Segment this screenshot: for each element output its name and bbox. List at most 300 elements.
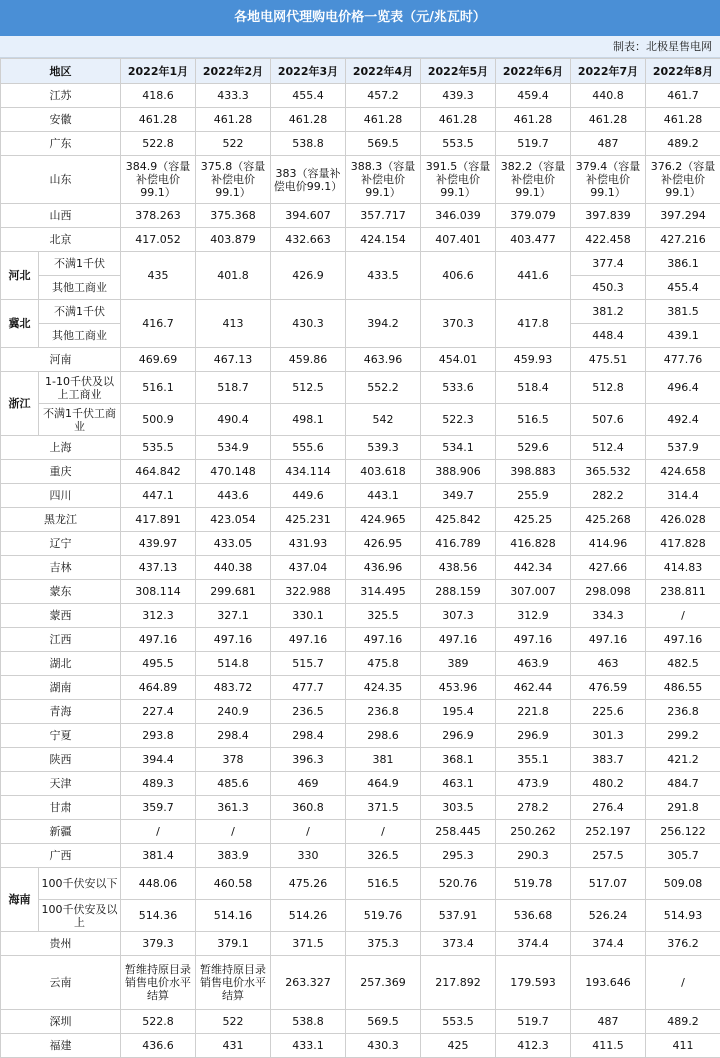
price-cell: 509.08: [646, 868, 720, 900]
price-cell: 519.7: [496, 132, 571, 156]
table-row: [1, 556, 720, 580]
price-cell: 301.3: [571, 724, 646, 748]
price-cell: 553.5: [421, 1010, 496, 1034]
price-cell: 295.3: [421, 844, 496, 868]
subregion-label: 不满1千伏工商业: [39, 404, 121, 436]
price-cell: 442.34: [496, 556, 571, 580]
price-cell: 381.5: [646, 300, 720, 324]
price-cell: 375.368: [196, 204, 271, 228]
table-row: [1, 932, 720, 956]
region-label: 新疆: [1, 820, 121, 844]
price-cell: 312.3: [121, 604, 196, 628]
price-cell: 379.079: [496, 204, 571, 228]
price-cell: 461.28: [271, 108, 346, 132]
price-cell: 227.4: [121, 700, 196, 724]
price-cell: 374.4: [571, 932, 646, 956]
price-cell: 暂维持原目录销售电价水平结算: [121, 956, 196, 1010]
price-cell: 519.78: [496, 868, 571, 900]
price-cell: 368.1: [421, 748, 496, 772]
price-cell: 361.3: [196, 796, 271, 820]
header-region: 地区: [1, 59, 121, 84]
region-label: 四川: [1, 484, 121, 508]
table-row: [1, 508, 720, 532]
price-cell: 397.839: [571, 204, 646, 228]
price-cell: 291.8: [646, 796, 720, 820]
price-cell: 453.96: [421, 676, 496, 700]
price-cell: 459.86: [271, 348, 346, 372]
price-cell: 514.26: [271, 900, 346, 932]
price-cell: 412.3: [496, 1034, 571, 1058]
region-group-label: 海南: [1, 868, 39, 932]
table-row: [1, 652, 720, 676]
price-cell: /: [271, 820, 346, 844]
region-label: 江苏: [1, 84, 121, 108]
price-cell: 389: [421, 652, 496, 676]
price-cell: 454.01: [421, 348, 496, 372]
price-cell: 288.159: [421, 580, 496, 604]
price-cell: 485.6: [196, 772, 271, 796]
table-row: [1, 348, 720, 372]
region-group-label: 河北: [1, 252, 39, 300]
price-cell: 467.13: [196, 348, 271, 372]
price-cell: 299.681: [196, 580, 271, 604]
price-cell: /: [646, 956, 720, 1010]
price-cell: 487: [571, 1010, 646, 1034]
region-label: 山东: [1, 156, 121, 204]
price-cell: 383.9: [196, 844, 271, 868]
price-cell: 535.5: [121, 436, 196, 460]
price-cell: 486.55: [646, 676, 720, 700]
price-cell: 461.28: [346, 108, 421, 132]
price-cell: 414.96: [571, 532, 646, 556]
price-cell: 431.93: [271, 532, 346, 556]
region-label: 广西: [1, 844, 121, 868]
price-cell: 423.054: [196, 508, 271, 532]
table-row: [1, 820, 720, 844]
price-cell: 497.16: [571, 628, 646, 652]
price-cell: 377.4: [571, 252, 646, 276]
table-row: [1, 404, 720, 436]
table-row: [1, 580, 720, 604]
price-cell: 516.5: [496, 404, 571, 436]
region-group-label: 浙江: [1, 372, 39, 436]
price-cell: 437.04: [271, 556, 346, 580]
price-cell: 518.7: [196, 372, 271, 404]
region-label: 江西: [1, 628, 121, 652]
price-cell: 487: [571, 132, 646, 156]
price-cell: 424.154: [346, 228, 421, 252]
price-cell: 512.8: [571, 372, 646, 404]
price-cell: 381: [346, 748, 421, 772]
price-cell: 470.148: [196, 460, 271, 484]
table-row: [1, 868, 720, 900]
price-cell: 529.6: [496, 436, 571, 460]
price-cell: 512.5: [271, 372, 346, 404]
price-cell: 424.965: [346, 508, 421, 532]
price-cell: 371.5: [271, 932, 346, 956]
price-cell: 441.6: [496, 252, 571, 300]
price-cell: 434.114: [271, 460, 346, 484]
price-cell: 396.3: [271, 748, 346, 772]
price-cell: 411: [646, 1034, 720, 1058]
price-cell: 425.231: [271, 508, 346, 532]
price-cell: 447.1: [121, 484, 196, 508]
price-cell: 421.2: [646, 748, 720, 772]
price-cell: 433.1: [271, 1034, 346, 1058]
region-label: 青海: [1, 700, 121, 724]
price-cell: 569.5: [346, 132, 421, 156]
price-cell: 552.2: [346, 372, 421, 404]
price-cell: 516.5: [346, 868, 421, 900]
price-cell: /: [121, 820, 196, 844]
price-cell: 514.93: [646, 900, 720, 932]
table-row: [1, 84, 720, 108]
region-label: 辽宁: [1, 532, 121, 556]
price-cell: 433.3: [196, 84, 271, 108]
header-month: 2022年2月: [196, 59, 271, 84]
table-row: [1, 628, 720, 652]
price-cell: 495.5: [121, 652, 196, 676]
price-cell: 514.16: [196, 900, 271, 932]
price-cell: 492.4: [646, 404, 720, 436]
table-row: [1, 772, 720, 796]
price-cell: 476.59: [571, 676, 646, 700]
header-month: 2022年6月: [496, 59, 571, 84]
price-cell: 236.5: [271, 700, 346, 724]
subregion-label: 其他工商业: [39, 276, 121, 300]
price-cell: 386.1: [646, 252, 720, 276]
price-cell: 489.2: [646, 1010, 720, 1034]
price-cell: 469: [271, 772, 346, 796]
price-cell: 497.16: [646, 628, 720, 652]
header-month: 2022年3月: [271, 59, 346, 84]
table-row: [1, 484, 720, 508]
price-cell: 414.83: [646, 556, 720, 580]
price-cell: 463.9: [496, 652, 571, 676]
price-cell: 538.8: [271, 1010, 346, 1034]
price-cell: 424.35: [346, 676, 421, 700]
price-cell: 255.9: [496, 484, 571, 508]
price-cell: 305.7: [646, 844, 720, 868]
price-cell: 515.7: [271, 652, 346, 676]
price-cell: 432.663: [271, 228, 346, 252]
price-cell: 522: [196, 132, 271, 156]
price-cell: 534.9: [196, 436, 271, 460]
region-label: 广东: [1, 132, 121, 156]
price-cell: 443.1: [346, 484, 421, 508]
price-cell: 555.6: [271, 436, 346, 460]
price-cell: 477.76: [646, 348, 720, 372]
price-cell: 314.4: [646, 484, 720, 508]
price-cell: 258.445: [421, 820, 496, 844]
table-row: [1, 604, 720, 628]
table-row: [1, 748, 720, 772]
price-cell: 384.9（容量补偿电价99.1）: [121, 156, 196, 204]
price-cell: 307.007: [496, 580, 571, 604]
price-cell: 542: [346, 404, 421, 436]
price-cell: 433.05: [196, 532, 271, 556]
subregion-label: 100千伏安以下: [39, 868, 121, 900]
price-cell: 383（容量补偿电价99.1）: [271, 156, 346, 204]
price-cell: 375.3: [346, 932, 421, 956]
price-cell: 463: [571, 652, 646, 676]
price-cell: 460.58: [196, 868, 271, 900]
price-cell: 403.477: [496, 228, 571, 252]
price-cell: 257.5: [571, 844, 646, 868]
price-cell: 512.4: [571, 436, 646, 460]
price-cell: 489.2: [646, 132, 720, 156]
price-cell: 430.3: [346, 1034, 421, 1058]
price-cell: 378.263: [121, 204, 196, 228]
header-month: 2022年4月: [346, 59, 421, 84]
price-cell: 427.216: [646, 228, 720, 252]
price-cell: 330.1: [271, 604, 346, 628]
price-cell: 381.2: [571, 300, 646, 324]
price-cell: 314.495: [346, 580, 421, 604]
price-cell: 391.5（容量补偿电价99.1）: [421, 156, 496, 204]
price-cell: 439.97: [121, 532, 196, 556]
region-label: 安徽: [1, 108, 121, 132]
price-cell: 394.2: [346, 300, 421, 348]
table-row: [1, 956, 720, 1010]
table-row: [1, 436, 720, 460]
price-cell: 382.2（容量补偿电价99.1）: [496, 156, 571, 204]
price-cell: 498.1: [271, 404, 346, 436]
price-cell: 448.06: [121, 868, 196, 900]
price-cell: 475.51: [571, 348, 646, 372]
price-cell: 497.16: [496, 628, 571, 652]
price-cell: 401.8: [196, 252, 271, 300]
price-cell: 439.3: [421, 84, 496, 108]
price-cell: 461.28: [571, 108, 646, 132]
price-cell: 378: [196, 748, 271, 772]
price-cell: 252.197: [571, 820, 646, 844]
subregion-label: 不满1千伏: [39, 300, 121, 324]
price-cell: 497.16: [121, 628, 196, 652]
price-cell: 298.4: [271, 724, 346, 748]
price-cell: 480.2: [571, 772, 646, 796]
price-cell: 376.2（容量补偿电价99.1）: [646, 156, 720, 204]
price-cell: 457.2: [346, 84, 421, 108]
price-cell: 427.66: [571, 556, 646, 580]
price-cell: 417.8: [496, 300, 571, 348]
price-cell: 522.8: [121, 132, 196, 156]
price-cell: 436.6: [121, 1034, 196, 1058]
price-cell: 539.3: [346, 436, 421, 460]
price-cell: 424.658: [646, 460, 720, 484]
price-cell: 293.8: [121, 724, 196, 748]
price-cell: 375.8（容量补偿电价99.1）: [196, 156, 271, 204]
price-cell: 406.6: [421, 252, 496, 300]
region-label: 河南: [1, 348, 121, 372]
table-row: [1, 1034, 720, 1058]
price-cell: 439.1: [646, 324, 720, 348]
price-table: [0, 58, 720, 1058]
table-row: [1, 724, 720, 748]
price-cell: 440.8: [571, 84, 646, 108]
price-cell: 533.6: [421, 372, 496, 404]
region-label: 上海: [1, 436, 121, 460]
price-cell: 522.3: [421, 404, 496, 436]
price-cell: 425.25: [496, 508, 571, 532]
region-label: 天津: [1, 772, 121, 796]
region-label: 陕西: [1, 748, 121, 772]
price-cell: 462.44: [496, 676, 571, 700]
price-cell: 383.7: [571, 748, 646, 772]
table-row: [1, 204, 720, 228]
price-cell: 435: [121, 252, 196, 300]
price-cell: 371.5: [346, 796, 421, 820]
price-cell: 394.607: [271, 204, 346, 228]
price-cell: 257.369: [346, 956, 421, 1010]
price-cell: 379.4（容量补偿电价99.1）: [571, 156, 646, 204]
region-label: 云南: [1, 956, 121, 1010]
price-cell: 461.28: [421, 108, 496, 132]
region-label: 深圳: [1, 1010, 121, 1034]
price-cell: 436.96: [346, 556, 421, 580]
price-cell: 403.618: [346, 460, 421, 484]
price-cell: 217.892: [421, 956, 496, 1010]
price-cell: 417.052: [121, 228, 196, 252]
price-cell: 298.6: [346, 724, 421, 748]
price-cell: 497.16: [346, 628, 421, 652]
price-cell: 426.028: [646, 508, 720, 532]
table-row: [1, 676, 720, 700]
price-cell: 507.6: [571, 404, 646, 436]
price-cell: 463.1: [421, 772, 496, 796]
region-label: 吉林: [1, 556, 121, 580]
price-cell: 534.1: [421, 436, 496, 460]
header-month: 2022年1月: [121, 59, 196, 84]
price-cell: 425.268: [571, 508, 646, 532]
region-label: 宁夏: [1, 724, 121, 748]
price-cell: 263.327: [271, 956, 346, 1010]
price-cell: 236.8: [646, 700, 720, 724]
price-cell: 379.3: [121, 932, 196, 956]
table-row: [1, 532, 720, 556]
price-cell: 398.883: [496, 460, 571, 484]
price-cell: 518.4: [496, 372, 571, 404]
table-row: [1, 252, 720, 276]
region-label: 甘肃: [1, 796, 121, 820]
price-cell: 430.3: [271, 300, 346, 348]
header-row: [1, 59, 720, 84]
subregion-label: 其他工商业: [39, 324, 121, 348]
price-cell: 193.646: [571, 956, 646, 1010]
subregion-label: 100千伏安及以上: [39, 900, 121, 932]
price-cell: 334.3: [571, 604, 646, 628]
header-month: 2022年7月: [571, 59, 646, 84]
price-cell: 225.6: [571, 700, 646, 724]
price-cell: 327.1: [196, 604, 271, 628]
price-cell: 417.828: [646, 532, 720, 556]
price-cell: 461.7: [646, 84, 720, 108]
price-cell: 296.9: [421, 724, 496, 748]
price-cell: 537.91: [421, 900, 496, 932]
price-cell: 357.717: [346, 204, 421, 228]
price-cell: 325.5: [346, 604, 421, 628]
price-cell: 519.76: [346, 900, 421, 932]
price-cell: 461.28: [121, 108, 196, 132]
price-cell: 520.76: [421, 868, 496, 900]
price-cell: 526.24: [571, 900, 646, 932]
price-cell: 388.3（容量补偿电价99.1）: [346, 156, 421, 204]
price-cell: 240.9: [196, 700, 271, 724]
price-cell: 179.593: [496, 956, 571, 1010]
price-cell: 308.114: [121, 580, 196, 604]
price-cell: 455.4: [646, 276, 720, 300]
price-cell: 422.458: [571, 228, 646, 252]
price-cell: 346.039: [421, 204, 496, 228]
price-cell: 522.8: [121, 1010, 196, 1034]
price-cell: 365.532: [571, 460, 646, 484]
price-cell: 299.2: [646, 724, 720, 748]
price-cell: 438.56: [421, 556, 496, 580]
price-cell: 461.28: [496, 108, 571, 132]
price-cell: 569.5: [346, 1010, 421, 1034]
price-cell: 484.7: [646, 772, 720, 796]
price-cell: 464.89: [121, 676, 196, 700]
region-label: 重庆: [1, 460, 121, 484]
table-row: [1, 132, 720, 156]
table-row: [1, 700, 720, 724]
price-cell: 370.3: [421, 300, 496, 348]
price-cell: 322.988: [271, 580, 346, 604]
price-cell: 475.26: [271, 868, 346, 900]
price-cell: 469.69: [121, 348, 196, 372]
header-month: 2022年5月: [421, 59, 496, 84]
price-cell: 459.93: [496, 348, 571, 372]
price-cell: 195.4: [421, 700, 496, 724]
table-row: [1, 228, 720, 252]
price-cell: 330: [271, 844, 346, 868]
price-cell: 307.3: [421, 604, 496, 628]
table-row: [1, 300, 720, 324]
region-label: 福建: [1, 1034, 121, 1058]
price-cell: 440.38: [196, 556, 271, 580]
price-cell: 464.9: [346, 772, 421, 796]
price-cell: 298.4: [196, 724, 271, 748]
price-cell: 433.5: [346, 252, 421, 300]
price-cell: 278.2: [496, 796, 571, 820]
price-cell: 359.7: [121, 796, 196, 820]
price-cell: 496.4: [646, 372, 720, 404]
price-cell: 418.6: [121, 84, 196, 108]
price-cell: 250.262: [496, 820, 571, 844]
table-row: [1, 156, 720, 204]
price-cell: 276.4: [571, 796, 646, 820]
price-cell: 443.6: [196, 484, 271, 508]
price-cell: 暂维持原目录销售电价水平结算: [196, 956, 271, 1010]
price-cell: 459.4: [496, 84, 571, 108]
region-group-label: 冀北: [1, 300, 39, 348]
price-cell: 483.72: [196, 676, 271, 700]
table-row: [1, 796, 720, 820]
price-cell: 236.8: [346, 700, 421, 724]
price-cell: 373.4: [421, 932, 496, 956]
price-cell: 416.7: [121, 300, 196, 348]
price-cell: 514.8: [196, 652, 271, 676]
price-cell: 426.9: [271, 252, 346, 300]
price-cell: 514.36: [121, 900, 196, 932]
price-cell: 519.7: [496, 1010, 571, 1034]
price-cell: 497.16: [271, 628, 346, 652]
region-label: 贵州: [1, 932, 121, 956]
price-cell: 537.9: [646, 436, 720, 460]
price-cell: 379.1: [196, 932, 271, 956]
price-cell: 256.122: [646, 820, 720, 844]
price-cell: 449.6: [271, 484, 346, 508]
